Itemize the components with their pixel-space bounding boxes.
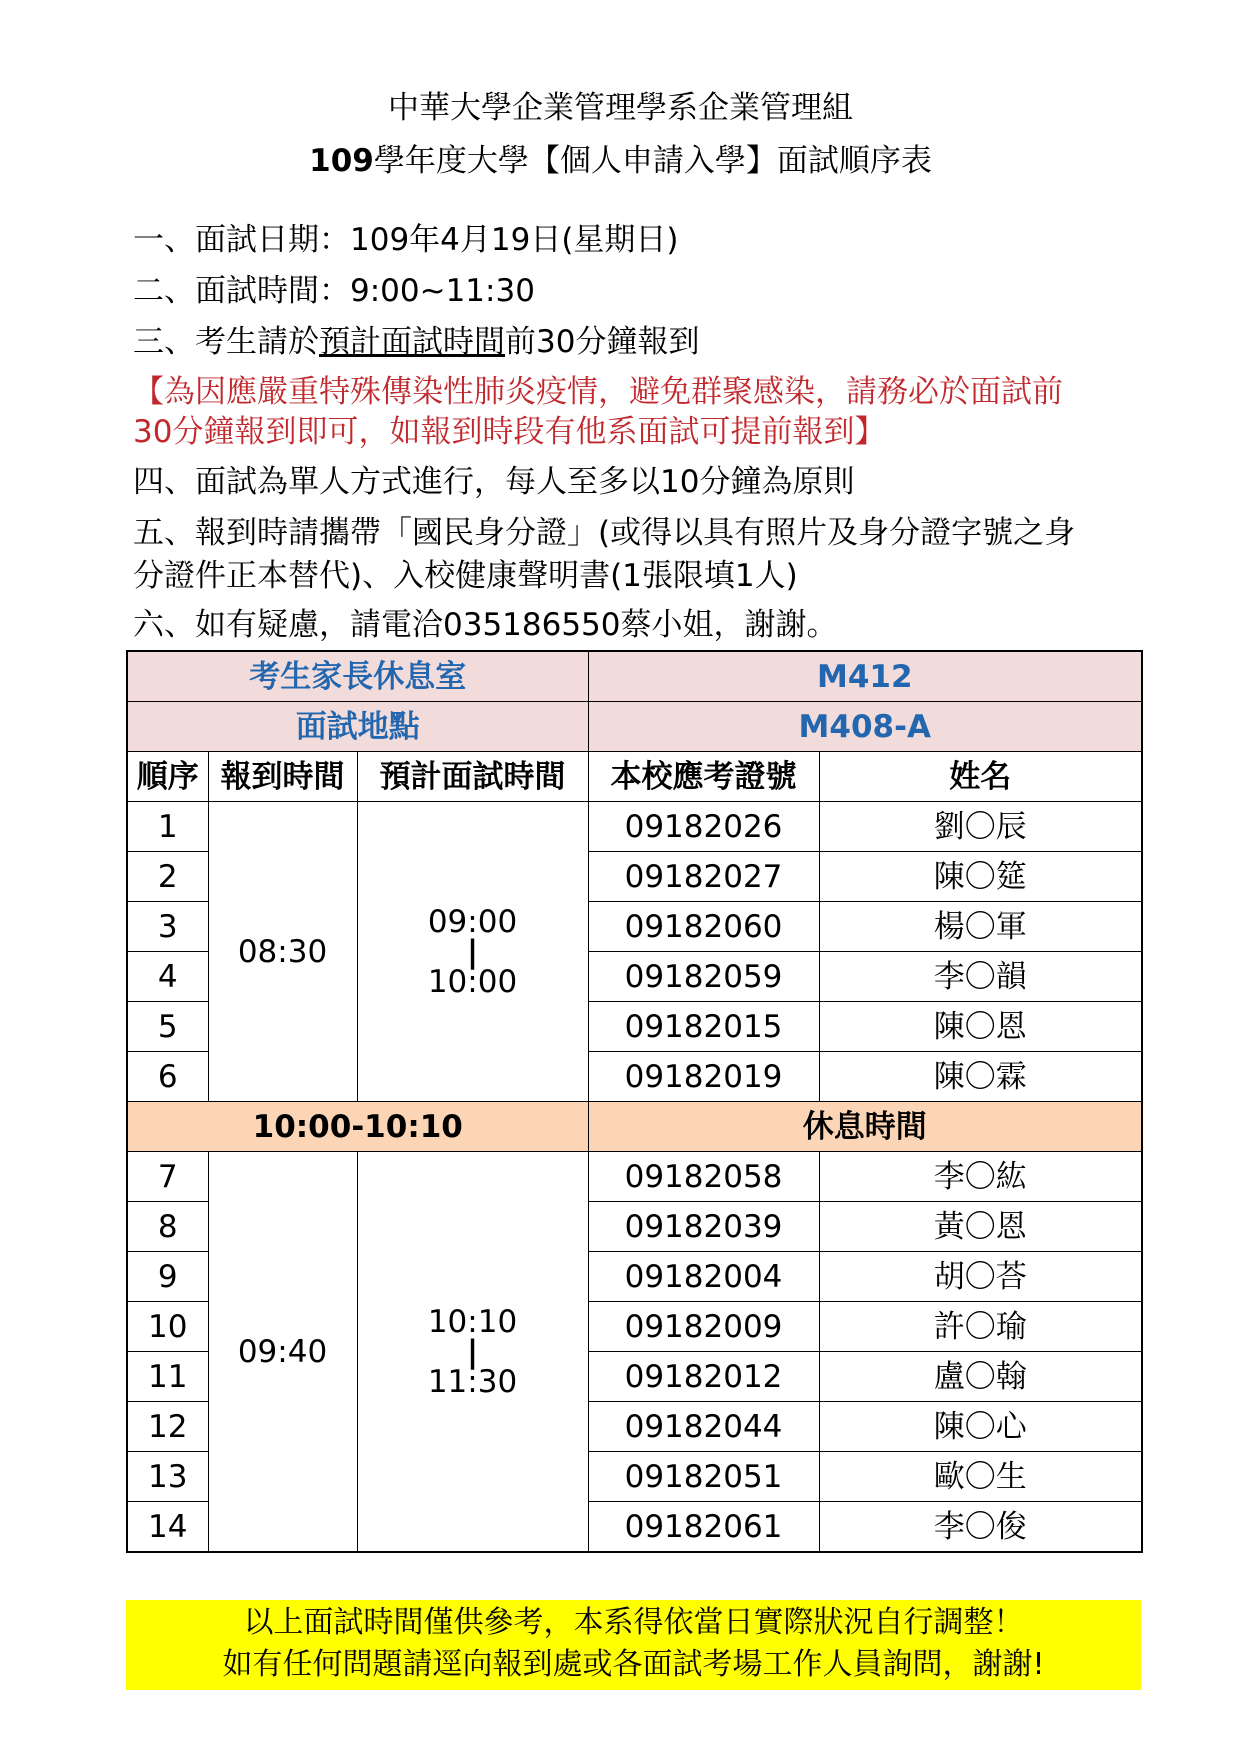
document-subtitle (0, 141, 1241, 181)
subtitle-text: 學年度大學【個人申請入學】面試順序表 (373, 143, 932, 179)
exam-id: 09182009 (588, 1302, 819, 1352)
table-row (127, 1152, 1142, 1202)
interview-schedule-table (126, 650, 1143, 1553)
column-header: 姓名 (819, 752, 1142, 802)
rest-room-row (127, 651, 1142, 702)
interview-end: 10:00 (427, 963, 518, 1000)
column-header: 預計面試時間 (357, 752, 588, 802)
interview-start: 09:00 (427, 903, 518, 940)
candidate-name: 劉〇辰 (819, 802, 1142, 852)
break-label: 休息時間 (588, 1102, 1142, 1152)
location-label: 面試地點 (127, 702, 588, 752)
candidate-name: 李〇俊 (819, 1502, 1142, 1553)
note-checkin-underline: 預計面試時間 (319, 324, 505, 360)
interview-separator: | (466, 1333, 479, 1370)
candidate-name: 李〇韻 (819, 952, 1142, 1002)
row-number: 9 (127, 1252, 208, 1302)
exam-id: 09182015 (588, 1002, 819, 1052)
candidate-name: 歐〇生 (819, 1452, 1142, 1502)
row-number: 10 (127, 1302, 208, 1352)
column-header: 本校應考證號 (588, 752, 819, 802)
table-row (127, 802, 1142, 852)
exam-id: 09182012 (588, 1352, 819, 1402)
row-number: 7 (127, 1152, 208, 1202)
notice-line2: 如有任何問題請逕向報到處或各面試考場工作人員詢問，謝謝! (222, 1647, 1045, 1682)
column-header-row (127, 752, 1142, 802)
candidate-name: 許〇瑜 (819, 1302, 1142, 1352)
row-number: 3 (127, 902, 208, 952)
notice-line1: 以上面試時間僅供參考，本系得依當日實際狀況自行調整！ (243, 1605, 1024, 1640)
row-number: 1 (127, 802, 208, 852)
note-checkin (133, 322, 699, 362)
note-covid-line2: 30分鐘報到即可，如報到時段有他系面試可提前報到】 (133, 414, 886, 450)
note-covid-line1: 【為因應嚴重特殊傳染性肺炎疫情，避免群聚感染，請務必於面試前 (133, 374, 1063, 410)
candidate-name: 李〇紘 (819, 1152, 1142, 1202)
note-documents-line1: 五、報到時請攜帶「國民身分證」(或得以具有照片及身分證字號之身 (133, 515, 1076, 551)
note-checkin-post: 前30分鐘報到 (505, 324, 700, 360)
exam-id: 09182004 (588, 1252, 819, 1302)
note-interview-date: 一、面試日期：109年4月19日(星期日) (133, 222, 679, 258)
interview-end: 11:30 (427, 1363, 518, 1400)
break-row (127, 1102, 1142, 1152)
location-row (127, 702, 1142, 752)
row-number: 8 (127, 1202, 208, 1252)
rest-room-value: M412 (588, 651, 1142, 702)
row-number: 5 (127, 1002, 208, 1052)
row-number: 4 (127, 952, 208, 1002)
note-format: 四、面試為單人方式進行，每人至多以10分鐘為原則 (133, 464, 855, 500)
note-contact: 六、如有疑慮，請電洽035186550蔡小姐，謝謝。 (133, 607, 838, 643)
note-documents-line2: 分證件正本替代)、入校健康聲明書(1張限填1人) (133, 558, 798, 594)
subtitle-year: 109 (309, 143, 374, 179)
exam-id: 09182060 (588, 902, 819, 952)
break-time: 10:00-10:10 (127, 1102, 588, 1152)
column-header: 報到時間 (208, 752, 357, 802)
candidate-name: 陳〇筵 (819, 852, 1142, 902)
row-number: 6 (127, 1052, 208, 1102)
location-value: M408-A (588, 702, 1142, 752)
document-title: 中華大學企業管理學系企業管理組 (388, 90, 853, 126)
row-number: 2 (127, 852, 208, 902)
disclaimer-notice (126, 1600, 1141, 1690)
exam-id: 09182058 (588, 1152, 819, 1202)
row-number: 14 (127, 1502, 208, 1553)
candidate-name: 陳〇霖 (819, 1052, 1142, 1102)
exam-id: 09182019 (588, 1052, 819, 1102)
note-interview-time: 二、面試時間：9:00~11:30 (133, 273, 535, 309)
checkin-time: 08:30 (208, 802, 357, 1102)
candidate-name: 陳〇心 (819, 1402, 1142, 1452)
exam-id: 09182039 (588, 1202, 819, 1252)
interview-separator: | (466, 933, 479, 970)
row-number: 11 (127, 1352, 208, 1402)
exam-id: 09182027 (588, 852, 819, 902)
candidate-name: 陳〇恩 (819, 1002, 1142, 1052)
note-checkin-pre: 三、考生請於 (133, 324, 319, 360)
candidate-name: 盧〇翰 (819, 1352, 1142, 1402)
rest-room-label: 考生家長休息室 (127, 651, 588, 702)
exam-id: 09182026 (588, 802, 819, 852)
interview-time-range (357, 1152, 588, 1553)
interview-start: 10:10 (427, 1303, 518, 1340)
interview-time-range (357, 802, 588, 1102)
checkin-time: 09:40 (208, 1152, 357, 1553)
exam-id: 09182044 (588, 1402, 819, 1452)
row-number: 13 (127, 1452, 208, 1502)
candidate-name: 楊〇軍 (819, 902, 1142, 952)
candidate-name: 胡〇荅 (819, 1252, 1142, 1302)
row-number: 12 (127, 1402, 208, 1452)
candidate-name: 黃〇恩 (819, 1202, 1142, 1252)
exam-id: 09182061 (588, 1502, 819, 1553)
column-header: 順序 (127, 752, 208, 802)
exam-id: 09182059 (588, 952, 819, 1002)
exam-id: 09182051 (588, 1452, 819, 1502)
